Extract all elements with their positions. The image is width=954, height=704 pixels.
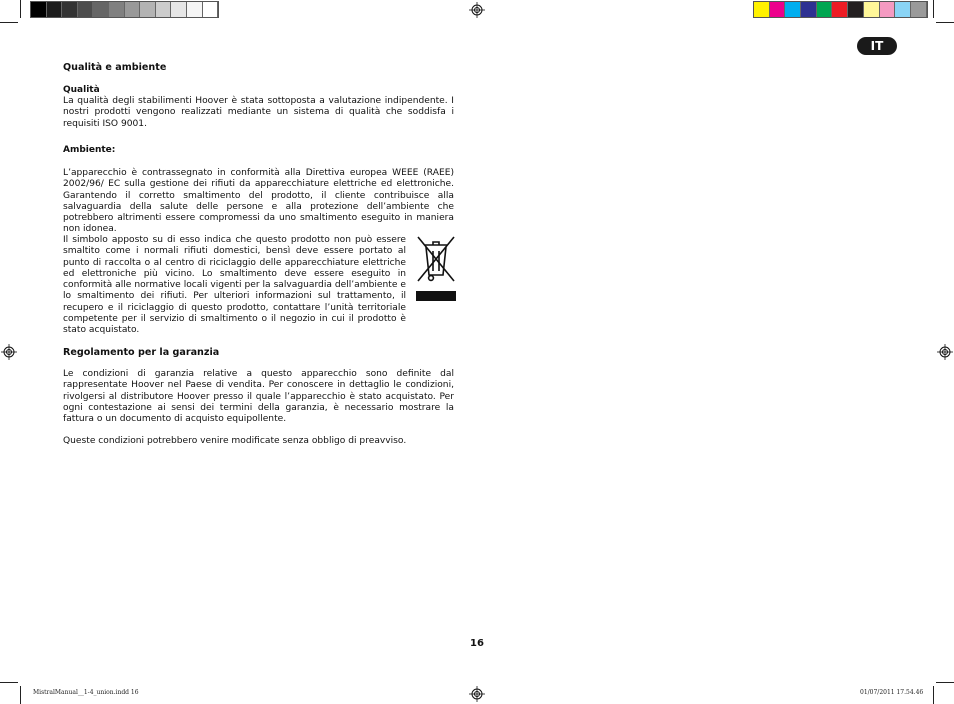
gray-swatch — [140, 2, 156, 17]
footer-date-time: 01/07/2011 17.54.46 — [860, 689, 924, 696]
gray-swatch — [109, 2, 125, 17]
environment-paragraph: L’apparecchio è contrassegnato in conformità alla Direttiva europea WEEE (RAEE) 2002/96/ EC sulla gestione dei rifiuti da apparecchiature elettriche ed elettroniche. Garantendo il corretto smaltimento del prodotto, il cliente contribuisce alla salvaguardia della salute delle persone e alla protezione dell’ambiente che potrebbero altrimenti essere compromessi da uno smaltimento eseguito in maniera non idonea. — [63, 168, 454, 235]
registration-target-icon — [469, 2, 485, 18]
color-swatch — [864, 2, 880, 17]
page-number: 16 — [470, 638, 484, 649]
color-swatch — [848, 2, 864, 17]
gray-swatch — [171, 2, 187, 17]
language-tab: IT — [857, 37, 897, 55]
gray-swatch — [203, 2, 219, 17]
gray-swatch — [62, 2, 78, 17]
gray-swatch — [47, 2, 63, 17]
notice-paragraph: Queste condizioni potrebbero venire modificate senza obbligo di preavviso. — [63, 436, 407, 446]
color-swatch — [911, 2, 927, 17]
color-swatch — [817, 2, 833, 17]
gray-swatch — [31, 2, 47, 17]
weee-symbol-paragraph: Il simbolo apposto su di esso indica che questo prodotto non può essere smaltito come i normali rifiuti domestici, bensì deve essere portato al punto di raccolta o al centro di riciclaggio delle apparecchiature elettriche ed elettroniche più vicino. Lo smaltimento deve essere eseguito in conformità alle normative locali vigenti per la salvaguardia dell’ambiente e lo smaltimento dei rifiuti. Per ulteriori informazioni sul trattamento, il recupero e il riciclaggio di questo prodotto, contattare l’unità territoriale competente per il servizio di smaltimento o il negozio in cui il prodotto è stato acquistato. — [63, 235, 406, 336]
footer-file-name: MistralManual__1-4_union.indd 16 — [33, 689, 139, 696]
warranty-heading: Regolamento per la garanzia — [63, 347, 220, 358]
crop-mark — [933, 686, 934, 704]
quality-heading: Qualità — [63, 85, 100, 95]
environment-heading: Ambiente: — [63, 145, 116, 155]
crop-mark — [936, 22, 954, 23]
crossed-out-wheelie-bin-icon — [416, 233, 456, 303]
registration-target-icon — [937, 344, 953, 360]
color-swatch — [880, 2, 896, 17]
gray-swatch — [78, 2, 94, 17]
crop-mark — [0, 682, 18, 683]
gray-swatch — [125, 2, 141, 17]
crop-mark — [0, 22, 18, 23]
color-swatch — [832, 2, 848, 17]
grayscale-calibration-bar — [30, 1, 219, 18]
color-swatch — [895, 2, 911, 17]
warranty-paragraph: Le condizioni di garanzia relative a questo apparecchio sono definite dal rappresentate Hoover nel Paese di vendita. Per conoscere in dettaglio le condizioni, rivolgersi al distributore Hoover presso il quale l’apparecchio è stato acquistato. Per ogni contestazione ai sensi dei termini della garanzia, è necessario mostrare la fattura o un documento di acquisto equipollente. — [63, 369, 454, 425]
gray-swatch — [187, 2, 203, 17]
quality-paragraph: La qualità degli stabilimenti Hoover è stata sottoposta a valutazione indipendente. I nostri prodotti vengono realizzati mediante un sistema di qualità che soddisfa i requisiti ISO 9001. — [63, 96, 454, 129]
color-swatch — [754, 2, 770, 17]
color-calibration-bar — [753, 1, 928, 18]
crop-mark — [936, 682, 954, 683]
crop-mark — [20, 0, 21, 18]
crop-mark — [933, 0, 934, 18]
gray-swatch — [156, 2, 172, 17]
color-swatch — [801, 2, 817, 17]
quality-environment-heading: Qualità e ambiente — [63, 62, 167, 73]
color-swatch — [770, 2, 786, 17]
crop-mark — [20, 686, 21, 704]
color-swatch — [785, 2, 801, 17]
registration-target-icon — [1, 344, 17, 360]
gray-swatch — [93, 2, 109, 17]
registration-target-icon — [469, 686, 485, 702]
